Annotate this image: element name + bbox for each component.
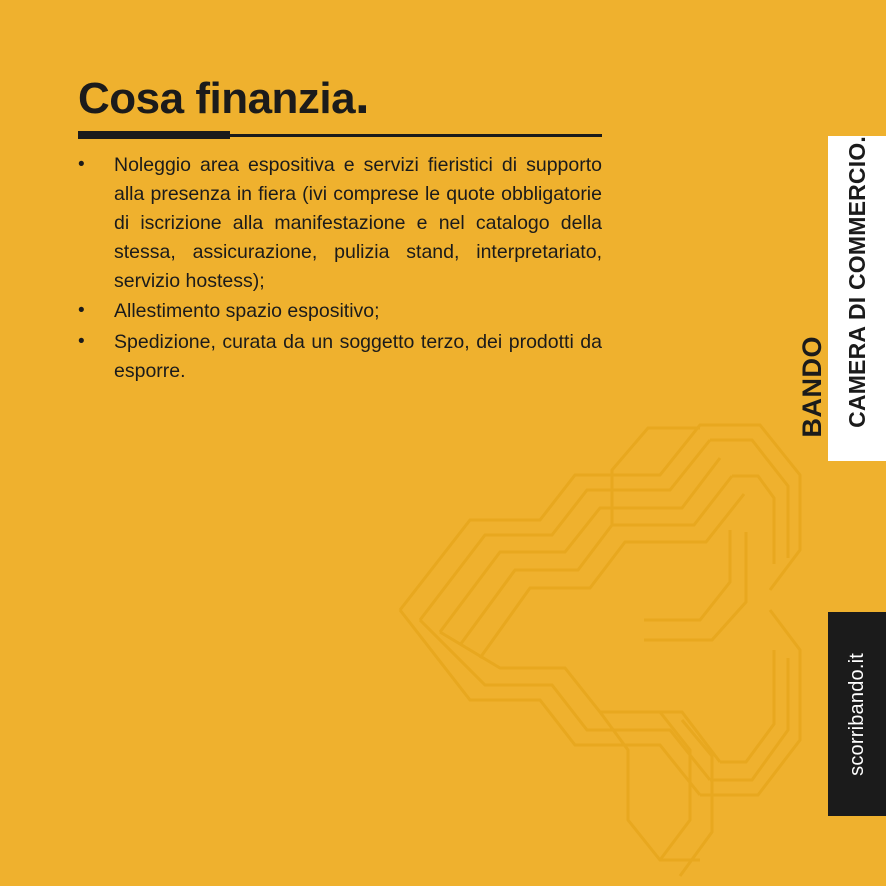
chamber-label [834, 136, 880, 461]
website-label[interactable] [828, 612, 886, 816]
page-title [78, 67, 602, 125]
list-item [78, 328, 602, 386]
website-label-text: scorribando.it [845, 652, 868, 776]
page-title-text: Cosa finanzia [78, 74, 356, 123]
bullet-marker-icon: • [78, 154, 85, 176]
list-item-text: Noleggio area espositiva e servizi fieristici di supporto alla presenza in fiera (ivi comprese le quote obbligatorie di iscrizione alla manifestazione e nel catalogo della stessa, assicurazione, pulizia stand, interpretariato, servizio hostess); [114, 154, 602, 292]
list-item-text: Spedizione, curata da un soggetto terzo, dei prodotti da esporre. [114, 331, 602, 383]
bullet-marker-icon: • [78, 300, 85, 322]
list-item [78, 297, 602, 326]
chamber-label-text: CAMERA DI COMMERCIO. [843, 136, 870, 428]
content-block [78, 67, 602, 388]
list-item-text: Allestimento spazio espositivo; [114, 300, 380, 323]
title-dot: . [355, 67, 370, 125]
bando-label-text: BANDO [797, 336, 827, 438]
bando-label [797, 336, 828, 466]
bullet-marker-icon: • [78, 331, 85, 353]
bullet-list [78, 151, 602, 386]
title-underline-accent [78, 131, 230, 139]
list-item [78, 151, 602, 295]
